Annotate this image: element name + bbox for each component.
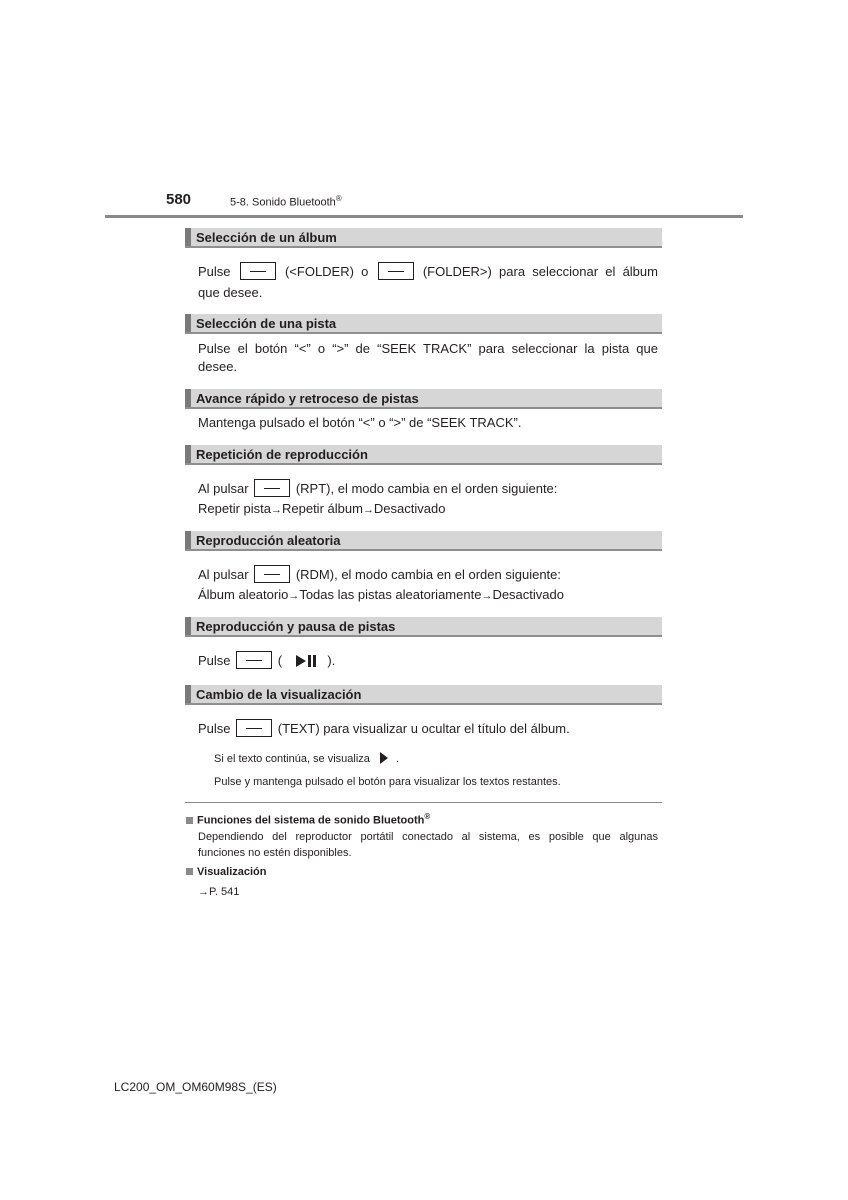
repeat-sequence: Repetir pista→Repetir álbum→Desactivado [198, 501, 446, 516]
button-symbol [240, 262, 276, 280]
section-heading-album: Selección de un álbum [185, 228, 662, 248]
section-heading-track: Selección de una pista [185, 314, 662, 334]
track-instruction: Pulse el botón “<” o “>” de “SEEK TRACK” para seleccionar la pista que [198, 341, 658, 356]
document-code: LC200_OM_OM60M98S_(ES) [114, 1080, 277, 1094]
section-heading-play-pause: Reproducción y pausa de pistas [185, 617, 662, 637]
section-heading-display: Cambio de la visualización [185, 685, 662, 705]
repeat-instruction: Al pulsar (RPT), el modo cambia en el orden siguiente: [198, 481, 558, 496]
album-instruction-cont: que desee. [198, 285, 263, 300]
track-instruction-cont: desee. [198, 359, 238, 374]
chapter-title: 5-8. Sonido Bluetooth® [230, 194, 342, 209]
square-bullet-icon [186, 817, 193, 824]
note-heading-bluetooth: Funciones del sistema de sonido Bluetooth® [186, 812, 430, 827]
play-pause-instruction: Pulse ( ). [198, 653, 336, 668]
display-instruction: Pulse (TEXT) para visualizar u ocultar el título del álbum. [198, 721, 570, 736]
triangle-right-icon [379, 753, 392, 765]
note-body-bluetooth: Dependiendo del reproductor portátil conectado al sistema, es posible que algunas funciones no estén disponibles. [198, 831, 658, 859]
note-reference: →P. 541 [198, 886, 240, 898]
section-heading-repeat: Repetición de reproducción [185, 445, 662, 465]
seek-instruction: Mantenga pulsado el botón “<” o “>” de “SEEK TRACK”. [198, 415, 522, 430]
button-symbol [254, 565, 290, 583]
button-symbol [254, 479, 290, 497]
album-instruction: Pulse (<FOLDER) o (FOLDER>) para seleccionar el álbum [198, 264, 658, 279]
button-symbol [236, 719, 272, 737]
random-instruction: Al pulsar (RDM), el modo cambia en el orden siguiente: [198, 567, 562, 582]
random-sequence: Álbum aleatorio→Todas las pistas aleatoriamente→Desactivado [198, 587, 564, 602]
page-number: 580 [166, 191, 192, 208]
header-divider [105, 215, 743, 218]
display-note-1: Si el texto continúa, se visualiza . [214, 753, 400, 765]
notes-divider [185, 802, 662, 803]
display-note-2: Pulse y mantenga pulsado el botón para visualizar los textos restantes. [214, 776, 561, 788]
heading-bar [185, 228, 191, 246]
play-pause-icon [296, 653, 322, 668]
button-symbol [236, 651, 272, 669]
note-heading-display: Visualización [186, 866, 267, 878]
section-heading-seek: Avance rápido y retroceso de pistas [185, 389, 662, 409]
square-bullet-icon [186, 868, 193, 875]
button-symbol [378, 262, 414, 280]
section-heading-random: Reproducción aleatoria [185, 531, 662, 551]
